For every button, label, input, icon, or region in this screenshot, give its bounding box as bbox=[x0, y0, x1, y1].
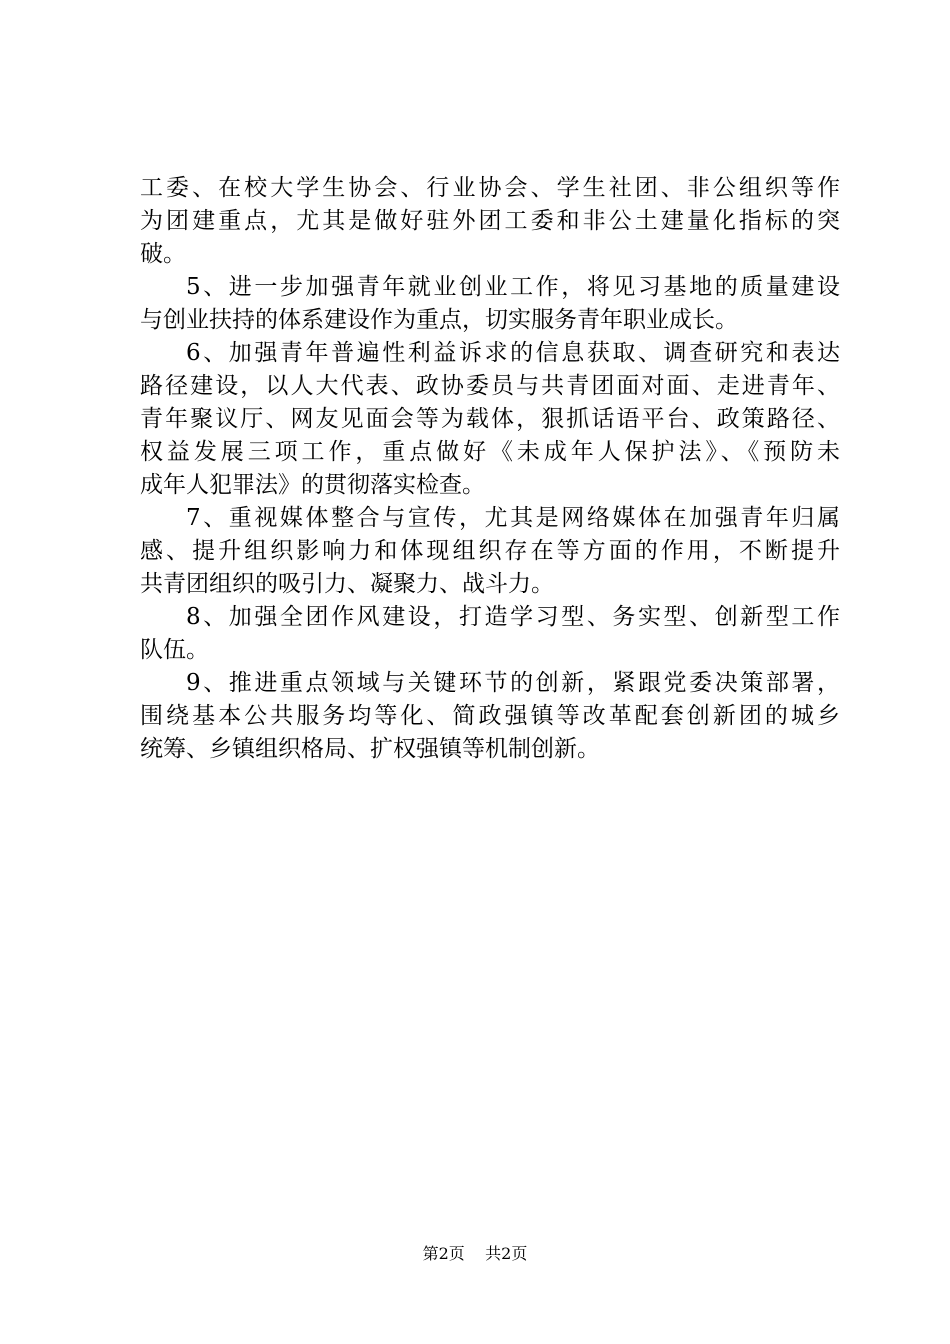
page-footer bbox=[0, 1243, 950, 1265]
text-line: 青年聚议厅、网友见面会等为载体，狠抓话语平台、政策路径、 bbox=[140, 406, 840, 432]
text-line: 工委、在校大学生协会、行业协会、学生社团、非公组织等作 bbox=[140, 175, 840, 201]
text-line: 为团建重点，尤其是做好驻外团工委和非公土建量化指标的突 bbox=[140, 208, 840, 234]
page-number: 第2页 bbox=[422, 1244, 465, 1263]
paragraph-item-8 bbox=[140, 601, 840, 667]
paragraph-item-5 bbox=[140, 271, 840, 337]
document-body bbox=[140, 172, 840, 766]
text-line: 路径建设，以人大代表、政协委员与共青团面对面、走进青年、 bbox=[140, 373, 840, 399]
text-line: 权益发展三项工作，重点做好《未成年人保护法》、《预防未 bbox=[140, 439, 840, 465]
footer-spacer bbox=[470, 1244, 480, 1263]
text-line: 6、加强青年普遍性利益诉求的信息获取、调查研究和表达 bbox=[186, 340, 840, 366]
total-pages: 共2页 bbox=[485, 1244, 528, 1263]
paragraph-continuation bbox=[140, 172, 840, 271]
text-line: 9、推进重点领域与关键环节的创新，紧跟党委决策部署， bbox=[186, 670, 840, 696]
text-line: 8、加强全团作风建设，打造学习型、务实型、创新型工作 bbox=[186, 604, 840, 630]
paragraph-item-7 bbox=[140, 502, 840, 601]
text-line: 7、重视媒体整合与宣传，尤其是网络媒体在加强青年归属 bbox=[186, 505, 840, 531]
text-line: 感、提升组织影响力和体现组织存在等方面的作用，不断提升 bbox=[140, 538, 840, 564]
text-line: 破。 bbox=[140, 241, 186, 267]
text-line: 围绕基本公共服务均等化、简政强镇等改革配套创新团的城乡 bbox=[140, 703, 840, 729]
text-line: 5、进一步加强青年就业创业工作，将见习基地的质量建设 bbox=[186, 274, 840, 300]
text-line: 队伍。 bbox=[140, 637, 209, 663]
paragraph-item-6 bbox=[140, 337, 840, 502]
paragraph-item-9 bbox=[140, 667, 840, 766]
text-line: 与创业扶持的体系建设作为重点，切实服务青年职业成长。 bbox=[140, 307, 738, 333]
text-line: 成年人犯罪法》的贯彻落实检查。 bbox=[140, 472, 485, 498]
text-line: 共青团组织的吸引力、凝聚力、战斗力。 bbox=[140, 571, 554, 597]
text-line: 统筹、乡镇组织格局、扩权强镇等机制创新。 bbox=[140, 736, 600, 762]
